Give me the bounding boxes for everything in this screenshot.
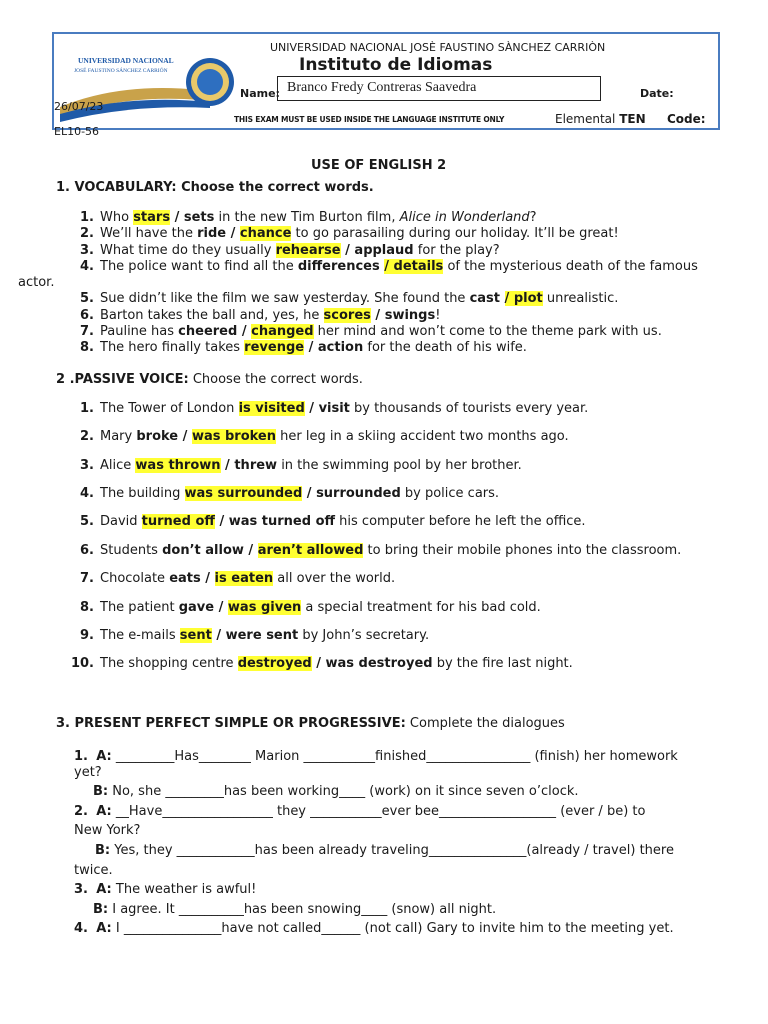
dialogue-4a: 4. A: I _______________have not called______ (not call) Gary to invite him to the meeting yet. bbox=[74, 921, 674, 936]
vocabulary-item-5: 5. Sue didn’t like the film we saw yesterday. She found the cast / plot unrealistic. bbox=[80, 291, 619, 306]
option-a[interactable]: broke bbox=[136, 429, 179, 444]
passive-item-5: 5. David turned off / was turned off his computer before he left the office. bbox=[80, 514, 586, 529]
option-b[interactable]: chance bbox=[239, 226, 292, 241]
option-a[interactable]: scores bbox=[323, 308, 371, 323]
dialogue-2b-wrap: twice. bbox=[74, 863, 113, 878]
passive-item-8: 8. The patient gave / was given a special treatment for his bad cold. bbox=[80, 600, 541, 615]
vocabulary-item-4-wrap: actor. bbox=[18, 275, 55, 290]
code-value: EL10-56 bbox=[54, 125, 100, 138]
section2-heading: 2 .PASSIVE VOICE: Choose the correct words. bbox=[56, 372, 363, 387]
option-b[interactable]: was destroyed bbox=[325, 656, 433, 671]
passive-item-9: 9. The e-mails sent / were sent by John’s secretary. bbox=[80, 628, 430, 643]
option-a[interactable]: cheered bbox=[178, 324, 238, 339]
option-a[interactable]: cast bbox=[469, 291, 501, 306]
vocabulary-item-3: 3. What time do they usually rehearse / applaud for the play? bbox=[80, 243, 500, 258]
name-label: Name: bbox=[240, 87, 280, 100]
dialogue-1a: 1. A: _________Has________ Marion ___________finished________________ (finish) her homework bbox=[74, 749, 678, 764]
dialogue-2a-wrap: New York? bbox=[74, 823, 141, 838]
answer-field[interactable]: __Have_________________ bbox=[115, 804, 273, 819]
option-b[interactable]: swings bbox=[384, 308, 436, 323]
level-value: TEN bbox=[619, 112, 646, 126]
section3-heading: 3. PRESENT PERFECT SIMPLE OR PROGRESSIVE: Complete the dialogues bbox=[56, 716, 565, 731]
dialogue-1a-wrap: yet? bbox=[74, 765, 102, 780]
dialogue-1b: B: No, she _________has been working____ (work) on it since seven o’clock. bbox=[93, 784, 579, 799]
option-a[interactable]: eats bbox=[169, 571, 201, 586]
option-a[interactable]: destroyed bbox=[237, 656, 312, 671]
option-a[interactable]: revenge bbox=[244, 340, 305, 355]
answer-field[interactable]: __________has been snowing____ bbox=[178, 902, 388, 917]
option-a[interactable]: sent bbox=[179, 628, 212, 643]
option-b[interactable]: was given bbox=[227, 600, 302, 615]
passive-item-10: 10. The shopping centre destroyed / was destroyed by the fire last night. bbox=[70, 656, 573, 671]
date-label: Date: bbox=[640, 87, 674, 100]
option-a[interactable]: differences bbox=[297, 259, 380, 274]
option-b[interactable]: / details bbox=[384, 259, 444, 274]
section1-heading: 1. VOCABULARY: Choose the correct words. bbox=[56, 180, 374, 195]
option-b[interactable]: applaud bbox=[354, 243, 414, 258]
option-b[interactable]: changed bbox=[251, 324, 314, 339]
answer-field[interactable]: ____________has been already traveling_______________ bbox=[176, 843, 527, 858]
option-b[interactable]: action bbox=[317, 340, 364, 355]
vocabulary-item-8: 8. The hero finally takes revenge / action for the death of his wife. bbox=[80, 340, 527, 355]
level-label: Elemental TEN bbox=[555, 112, 646, 126]
option-b[interactable]: surrounded bbox=[316, 486, 401, 501]
option-a[interactable]: gave bbox=[178, 600, 215, 615]
vocabulary-item-6: 6. Barton takes the ball and, yes, he scores / swings! bbox=[80, 308, 441, 323]
vocabulary-item-1: 1. Who stars / sets in the new Tim Burton film, Alice in Wonderland? bbox=[80, 210, 537, 225]
university-logo bbox=[60, 52, 235, 124]
option-a[interactable]: was thrown bbox=[135, 458, 221, 473]
option-a[interactable]: rehearse bbox=[275, 243, 341, 258]
dialogue-2b: B: Yes, they ____________has been already traveling_______________(already / travel) there bbox=[95, 843, 674, 858]
option-b[interactable]: was broken bbox=[191, 429, 276, 444]
option-b[interactable]: sets bbox=[183, 210, 215, 225]
page-title: USE OF ENGLISH 2 bbox=[311, 158, 447, 173]
option-b[interactable]: was turned off bbox=[228, 514, 336, 529]
vocabulary-item-7: 7. Pauline has cheered / changed her mind and won’t come to the theme park with us. bbox=[80, 324, 662, 339]
code-label: Code: bbox=[667, 112, 706, 126]
option-b[interactable]: is eaten bbox=[214, 571, 274, 586]
vocabulary-item-2: 2. We’ll have the ride / chance to go parasailing during our holiday. It’ll be great! bbox=[80, 226, 619, 241]
date-value: 26/07/23 bbox=[54, 100, 104, 113]
option-b[interactable]: threw bbox=[234, 458, 278, 473]
answer-field[interactable]: _________has been working____ bbox=[165, 784, 366, 799]
vocabulary-item-4: 4. The police want to find all the differences / details of the mysterious death of the famous bbox=[80, 259, 698, 274]
dialogue-3b: B: I agree. It __________has been snowing____ (snow) all night. bbox=[93, 902, 497, 917]
passive-item-2: 2. Mary broke / was broken her leg in a skiing accident two months ago. bbox=[80, 429, 569, 444]
option-b[interactable]: visit bbox=[318, 401, 350, 416]
institute-name: Instituto de Idiomas bbox=[299, 55, 493, 75]
option-a[interactable]: don’t allow bbox=[162, 543, 244, 558]
option-a[interactable]: is visited bbox=[238, 401, 305, 416]
passive-item-3: 3. Alice was thrown / threw in the swimming pool by her brother. bbox=[80, 458, 522, 473]
option-a[interactable]: was surrounded bbox=[184, 486, 303, 501]
answer-field[interactable]: ___________ever bee__________________ bbox=[310, 804, 557, 819]
answer-field[interactable]: ___________finished________________ bbox=[303, 749, 531, 764]
option-a[interactable]: stars bbox=[133, 210, 171, 225]
option-a[interactable]: ride bbox=[197, 226, 227, 241]
university-name: UNIVERSIDAD NACIONAL JOSÈ FAUSTINO SÀNCHEZ CARRIÒN bbox=[270, 41, 606, 54]
dialogue-2a: 2. A: __Have_________________ they ___________ever bee__________________ (ever / be) to bbox=[74, 804, 646, 819]
name-field[interactable]: Branco Fredy Contreras Saavedra bbox=[277, 76, 601, 101]
logo-text-1: UNIVERSIDAD NACIONAL bbox=[78, 56, 174, 65]
passive-item-1: 1. The Tower of London is visited / visit by thousands of tourists every year. bbox=[80, 401, 589, 416]
exam-notice: THIS EXAM MUST BE USED INSIDE THE LANGUAGE INSTITUTE ONLY bbox=[234, 115, 505, 124]
logo-text-2: JOSÉ FAUSTINO SÁNCHEZ CARRIÓN bbox=[74, 68, 168, 74]
option-b[interactable]: aren’t allowed bbox=[257, 543, 364, 558]
passive-item-7: 7. Chocolate eats / is eaten all over the world. bbox=[80, 571, 396, 586]
option-b[interactable]: / plot bbox=[504, 291, 543, 306]
passive-item-6: 6. Students don’t allow / aren’t allowed to bring their mobile phones into the classroom. bbox=[80, 543, 682, 558]
option-a[interactable]: turned off bbox=[141, 514, 215, 529]
answer-field[interactable]: _________Has________ bbox=[115, 749, 251, 764]
passive-item-4: 4. The building was surrounded / surrounded by police cars. bbox=[80, 486, 500, 501]
option-b[interactable]: were sent bbox=[225, 628, 299, 643]
dialogue-3a: 3. A: The weather is awful! bbox=[74, 882, 257, 897]
answer-field[interactable]: _______________have not called______ bbox=[123, 921, 361, 936]
